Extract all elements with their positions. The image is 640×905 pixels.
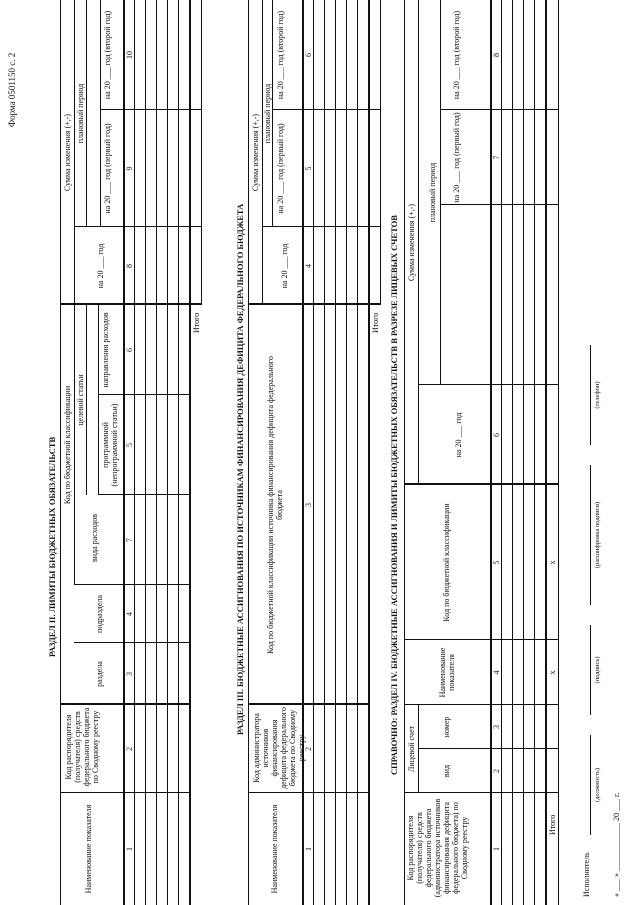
s4-num-3: 3 bbox=[492, 725, 501, 729]
s2-col-podrazdel: подраздела bbox=[95, 595, 104, 633]
dolzhnost-caption: (должность) bbox=[594, 767, 601, 803]
s3-num-6: 6 bbox=[304, 53, 313, 57]
s4-col-bk: Код по бюджетной классификации bbox=[442, 503, 451, 622]
s2-col-razdel: раздела bbox=[95, 661, 104, 687]
s4-col-year: на 20 ___ год bbox=[454, 412, 463, 458]
form-reference: Форма 0501150 с. 2 bbox=[7, 52, 17, 127]
s2-col-y1: на 20 ___ год (первый год) bbox=[103, 123, 112, 214]
s3-col-y2: на 20 ___ год (второй год) bbox=[276, 10, 285, 100]
s2-num-10: 10 bbox=[125, 51, 134, 59]
s3-itogo: Итого bbox=[371, 312, 380, 333]
s4-x-pokaz: х bbox=[548, 670, 557, 675]
s3-num-2: 2 bbox=[304, 747, 313, 751]
s2-col-code: Код распорядителя (получателя) средств федерального бюджета по Сводному реестру bbox=[64, 707, 100, 787]
s4-itogo: Итого bbox=[548, 814, 557, 835]
telefon-caption: (телефон) bbox=[594, 381, 601, 409]
s2-num-5: 5 bbox=[125, 443, 134, 447]
s2-col-plan: плановый период bbox=[76, 83, 85, 144]
s2-col-y2: на 20 ___ год (второй год) bbox=[103, 10, 112, 100]
ispolnitel-label: Исполнитель bbox=[582, 852, 591, 897]
s2-itogo: Итого bbox=[192, 312, 201, 333]
s4-col-code: Код распорядителя (получателя) средств федерального бюджета (администратора источников финансирования дефицита федерального бюджета) по Сводному реестру bbox=[406, 798, 469, 898]
s3-col-name: Наименование показателя bbox=[270, 804, 279, 894]
s4-col-sum: Сумма изменения (+,-) bbox=[407, 203, 416, 282]
s4-col-ls: Лицевой счет bbox=[407, 726, 416, 773]
s4-col-y2: на 20 ___ год (второй год) bbox=[452, 10, 461, 100]
s3-num-3: 3 bbox=[304, 503, 313, 507]
s4-num-4: 4 bbox=[492, 670, 501, 675]
s2-col-vid: вида расходов bbox=[90, 514, 99, 562]
s2-num-9: 9 bbox=[125, 166, 134, 171]
s3-col-year: на 20 ___ год bbox=[280, 243, 289, 289]
s3-col-sum: Сумма изменения (+,-) bbox=[251, 113, 260, 192]
s2-num-1: 1 bbox=[125, 847, 134, 851]
podpis-caption: (подпись) bbox=[594, 656, 601, 684]
s4-x-bk: х bbox=[548, 560, 557, 565]
s2-num-3: 3 bbox=[125, 672, 134, 676]
s2-col-napr: направления расходов bbox=[101, 312, 110, 388]
s4-num-1: 1 bbox=[492, 847, 501, 851]
s4-num-7: 7 bbox=[492, 155, 501, 160]
s2-num-7: 7 bbox=[125, 538, 134, 542]
s3-num-4: 4 bbox=[304, 264, 313, 268]
section4-title: СПРАВОЧНО: РАЗДЕЛ IV. БЮДЖЕТНЫЕ АССИГНОВАНИЯ И ЛИМИТЫ БЮДЖЕТНЫХ ОБЯЗАТЕЛЬСТВ В РАЗРЕЗЕ ЛИЦЕВЫХ СЧЕТОВ bbox=[389, 215, 399, 775]
s2-num-8: 8 bbox=[125, 264, 134, 268]
s4-col-nomer: номер bbox=[442, 716, 451, 738]
s3-col-code: Код администратора источников финансирования дефицита федерального бюджета по Сводному реестру bbox=[252, 707, 306, 789]
s4-col-y1: на 20 ___ год (первый год) bbox=[452, 112, 461, 203]
s2-col-program: программной (непрограммной статьи) bbox=[101, 403, 119, 487]
s4-num-5: 5 bbox=[492, 560, 501, 565]
s2-col-year: на 20 ___ год bbox=[96, 243, 105, 289]
s2-col-sum: Сумма изменения (+,-) bbox=[63, 113, 72, 192]
s3-col-y1: на 20 ___ год (первый год) bbox=[276, 123, 285, 214]
rasshifrovka-caption: (расшифровка подписи) bbox=[594, 501, 601, 569]
section2-title: РАЗДЕЛ II. ЛИМИТЫ БЮДЖЕТНЫХ ОБЯЗАТЕЛЬСТВ bbox=[47, 436, 57, 657]
s4-col-vid: вид bbox=[442, 764, 451, 778]
s2-num-4: 4 bbox=[125, 612, 134, 616]
s3-num-5: 5 bbox=[304, 166, 313, 171]
s3-col-bk: Код по бюджетной классификации источника финансирования дефицита федерального бюджета bbox=[266, 356, 284, 654]
section3-title: РАЗДЕЛ III. БЮДЖЕТНЫЕ АССИГНОВАНИЯ ПО ИСТОЧНИКАМ ФИНАНСИРОВАНИЯ ДЕФИЦИТА ФЕДЕРАЛЬНОГО БЮДЖЕТА bbox=[235, 203, 245, 735]
s4-num-8: 8 bbox=[492, 53, 501, 57]
s4-col-pokaz: Наименование показателя bbox=[438, 647, 456, 698]
s2-col-bk: Код по бюджетной классификации bbox=[63, 385, 72, 505]
s2-col-name: Наименование показателя bbox=[84, 804, 93, 894]
s2-col-celstat: целевой статьи bbox=[76, 374, 85, 426]
s2-num-2: 2 bbox=[125, 747, 134, 751]
s3-col-plan: плановый период bbox=[263, 83, 272, 144]
s4-num-6: 6 bbox=[492, 433, 501, 437]
s3-num-1: 1 bbox=[304, 847, 313, 851]
s2-num-6: 6 bbox=[125, 348, 134, 352]
s4-col-plan: плановый период bbox=[428, 162, 437, 223]
date-line: « ___ » ____________ 20 ___ г. bbox=[612, 792, 621, 897]
s4-num-2: 2 bbox=[492, 769, 501, 773]
